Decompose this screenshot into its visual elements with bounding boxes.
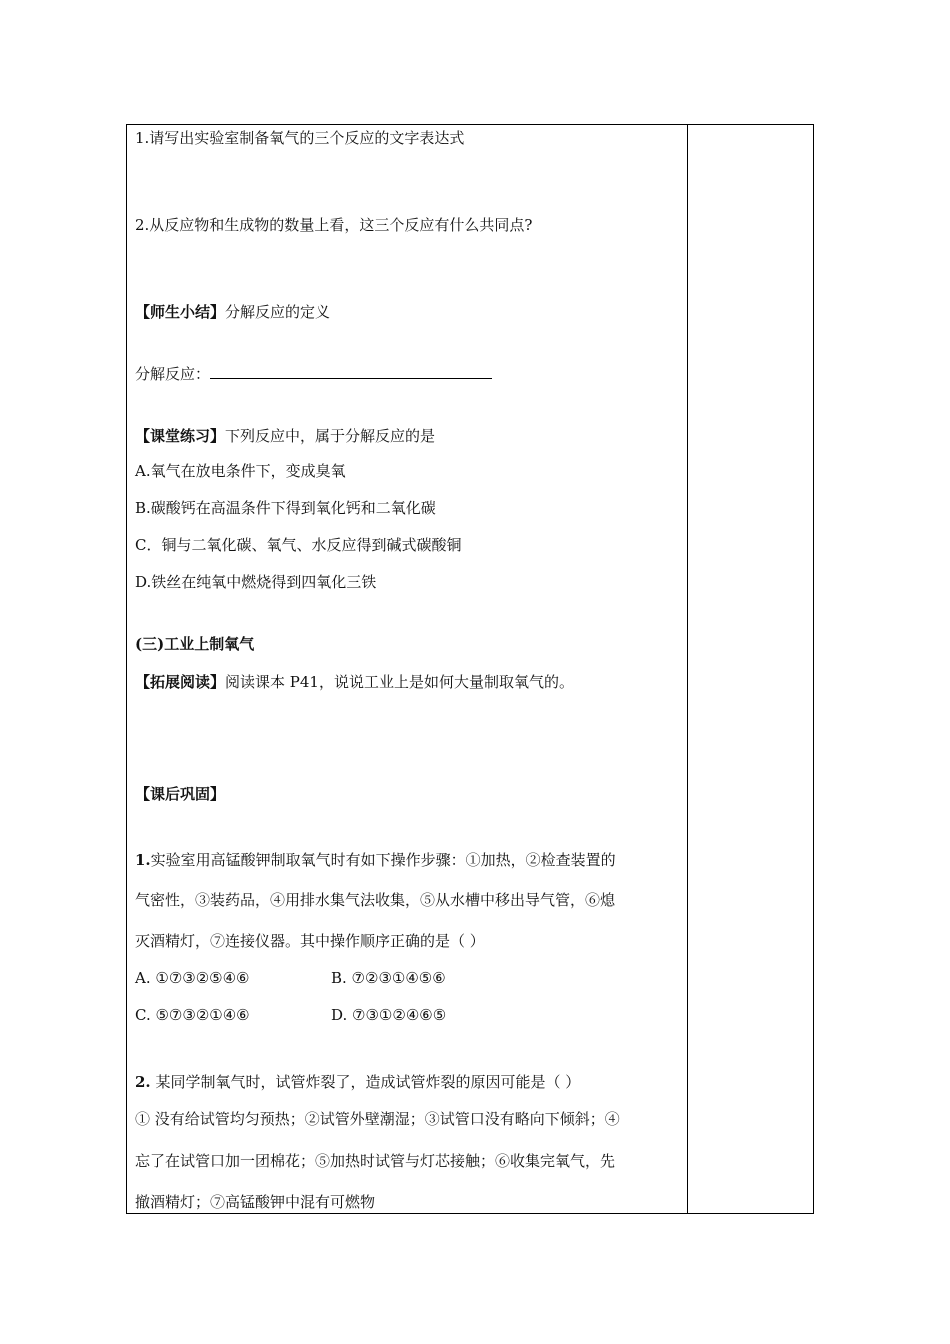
hw1-option-c: C. ⑤⑦③②①④⑥ <box>135 1006 250 1024</box>
hw1-number: 1. <box>135 851 151 869</box>
exercise-tag: 【课堂练习】 <box>135 427 226 445</box>
exercise-text: 下列反应中，属于分解反应的是 <box>225 427 436 445</box>
reading-line <box>135 672 574 692</box>
hw1-option-a: A. ①⑦③②⑤④⑥ <box>135 969 250 987</box>
after-class-heading: 【课后巩固】 <box>135 785 226 803</box>
column-divider <box>687 124 688 1214</box>
question-2: 2.从反应物和生成物的数量上看，这三个反应有什么共同点? <box>135 216 533 234</box>
hw1-line-3: 灭酒精灯，⑦连接仪器。其中操作顺序正确的是（ ） <box>135 932 485 950</box>
hw2-number: 2. <box>135 1073 151 1091</box>
definition-line <box>135 364 492 384</box>
hw1-line-2: 气密性，③装药品，④用排水集气法收集，⑤从水槽中移出导气管，⑥熄 <box>135 891 616 909</box>
hw2-text-1: 某同学制氧气时，试管炸裂了，造成试管炸裂的原因可能是（ ） <box>150 1073 581 1091</box>
hw2-line-2: ① 没有给试管均匀预热；②试管外壁潮湿；③试管口没有略向下倾斜；④ <box>135 1110 620 1128</box>
reading-text: 阅读课本 P41，说说工业上是如何大量制取氧气的。 <box>225 673 574 691</box>
summary-line <box>135 302 330 322</box>
hw2-line-3: 忘了在试管口加一团棉花；⑤加热时试管与灯芯接触；⑥收集完氧气，先 <box>135 1152 616 1170</box>
hw1-options-row-2 <box>135 1005 446 1025</box>
exercise-option-a: A.氧气在放电条件下，变成臭氧 <box>135 462 346 480</box>
hw1-option-d: D. ⑦③①②④⑥⑤ <box>331 1006 447 1024</box>
summary-text: 分解反应的定义 <box>225 303 331 321</box>
hw1-text-1: 实验室用高锰酸钾制取氧气时有如下操作步骤：①加热，②检查装置的 <box>150 851 616 869</box>
exercise-option-d: D.铁丝在纯氧中燃烧得到四氧化三铁 <box>135 573 377 591</box>
section-heading: (三)工业上制氧气 <box>135 635 255 653</box>
definition-label: 分解反应： <box>135 365 211 383</box>
answer-blank[interactable] <box>210 364 492 379</box>
summary-tag: 【师生小结】 <box>135 303 226 321</box>
table-frame <box>126 124 814 1214</box>
hw2-line-4: 撤酒精灯；⑦高锰酸钾中混有可燃物 <box>135 1193 376 1211</box>
question-1: 1.请写出实验室制备氧气的三个反应的文字表达式 <box>135 129 465 147</box>
hw1-line-1 <box>135 850 616 870</box>
exercise-option-b: B.碳酸钙在高温条件下得到氧化钙和二氧化碳 <box>135 499 436 517</box>
hw2-line-1 <box>135 1072 580 1092</box>
reading-tag: 【拓展阅读】 <box>135 673 226 691</box>
exercise-line <box>135 426 435 446</box>
hw1-option-b: B. ⑦②③①④⑤⑥ <box>331 969 446 987</box>
hw1-options-row-1 <box>135 968 446 988</box>
exercise-option-c: C．铜与二氧化碳、氧气、水反应得到碱式碳酸铜 <box>135 536 462 554</box>
